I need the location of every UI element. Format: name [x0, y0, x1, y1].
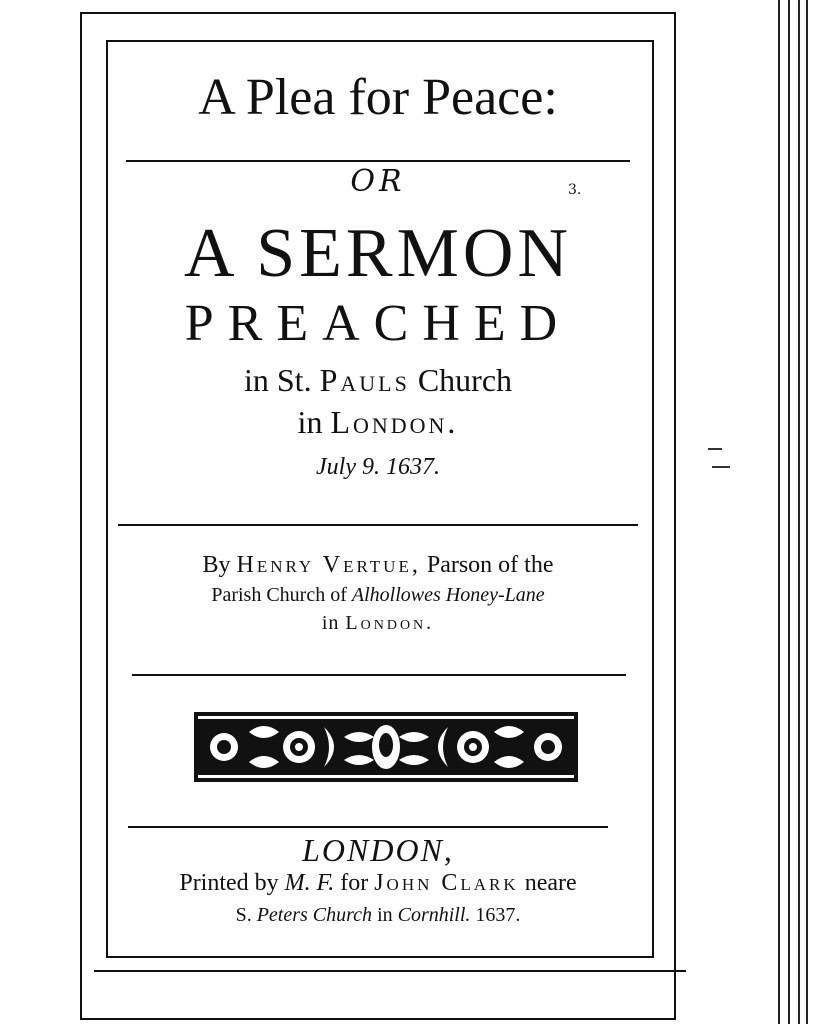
author-line-2: [106, 584, 650, 607]
rule-bottom: [94, 970, 686, 972]
pauls-name: Pauls: [319, 362, 410, 398]
rule-1: [126, 160, 630, 162]
church-prefix: in St.: [243, 362, 320, 398]
imprint-cornhill: Cornhill.: [397, 904, 471, 926]
by-word: By: [202, 552, 237, 578]
imprint-line-2: [106, 904, 650, 927]
parish-name: Alhollowes Honey-Lane: [351, 584, 545, 606]
woodcut-ornament: [194, 712, 578, 782]
church-line: [106, 362, 650, 399]
rule-3: [132, 674, 626, 676]
page-edge: [774, 0, 814, 1024]
imprint-year: 1637.: [470, 904, 521, 926]
london-name-2: London.: [345, 612, 435, 634]
author-name: Henry Vertue,: [236, 552, 421, 578]
for-word: for: [334, 870, 375, 896]
london-name: London.: [330, 404, 459, 440]
rule-4: [128, 826, 608, 828]
neare-word: neare: [518, 870, 577, 896]
rule-2: [118, 524, 638, 526]
church-suffix: Church: [409, 362, 513, 398]
imprint-church: Peters Church: [256, 904, 373, 926]
printed-by: Printed by: [179, 870, 285, 896]
imprint-in: in: [372, 904, 398, 926]
imprint-line-1: [106, 870, 650, 897]
title: A Plea for Peace:: [198, 69, 558, 126]
author-title: Parson of the: [420, 552, 554, 578]
imprint-s: S.: [235, 904, 257, 926]
parish-prefix: Parish Church of: [211, 584, 352, 606]
margin-dash: [712, 466, 730, 468]
london-prefix: in: [297, 404, 331, 440]
london-line: [106, 404, 650, 441]
london-prefix-2: in: [321, 612, 346, 634]
bookseller-name: John Clark: [374, 870, 519, 896]
sermon-date: July 9. 1637.: [316, 454, 440, 480]
author-line-1: [106, 552, 650, 579]
margin-dash: [708, 448, 722, 450]
author-line-3: [106, 612, 650, 635]
printer-name: M. F.: [284, 870, 335, 896]
preached-heading: PREACHED: [184, 295, 572, 352]
margin-mark: 3.: [568, 182, 582, 198]
imprint-place: LONDON,: [302, 832, 454, 868]
sermon-heading: A SERMON: [184, 215, 572, 292]
or-line: OR: [350, 164, 406, 199]
